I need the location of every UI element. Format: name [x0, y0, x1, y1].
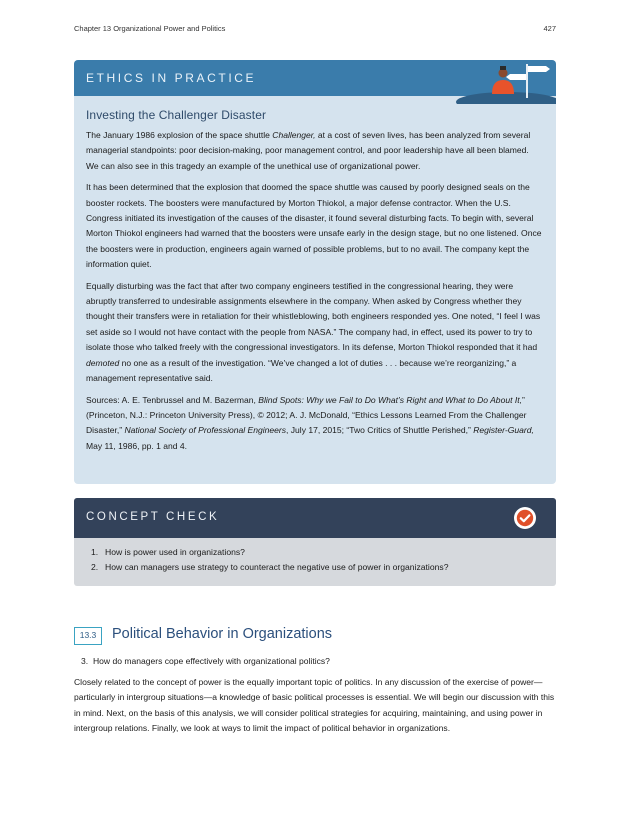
- text-run: The January 1986 explosion of the space shuttle: [86, 130, 273, 140]
- ethics-banner-title: ETHICS IN PRACTICE: [86, 71, 257, 85]
- list-item: [91, 560, 556, 575]
- italic-run: Challenger,: [272, 130, 316, 140]
- text-run: at a cost of seven lives, has been analyzed from several managerial standpoints: poor decision-making, poor management control, and poor leadership have all been blamed. We can also see in this tragedy an example of the unethical use of organizational power.: [86, 130, 531, 171]
- checkmark-circle-icon: [514, 507, 536, 529]
- chapter-title: Chapter 13 Organizational Power and Politics: [74, 24, 226, 33]
- text-run: Sources: A. E. Tenbrussel and M. Bazerman,: [86, 394, 259, 405]
- section-number-badge: 13.3: [74, 627, 102, 645]
- item-text: How can managers use strategy to counteract the negative use of power in organizations?: [105, 562, 449, 572]
- list-item: [91, 545, 556, 560]
- ethics-body: [74, 96, 556, 454]
- ethics-paragraph-1: [86, 128, 543, 174]
- italic-run: demoted: [86, 357, 120, 368]
- ethics-subtitle: Investing the Challenger Disaster: [86, 108, 267, 122]
- ethics-paragraph-3: [86, 279, 543, 387]
- learning-objective: [81, 656, 330, 666]
- running-head: [74, 24, 556, 36]
- concept-check-title: CONCEPT CHECK: [86, 511, 220, 523]
- section-title: Political Behavior in Organizations: [112, 626, 333, 642]
- section-paragraph: Closely related to the concept of power is the equally important topic of politics. In any discussion of the exercise of power—particularly in intergroup situations—a knowledge of basic political processes is essential. We will begin our discussion with this in mind. Next, on the basis of this analysis, we will consider political strategies for acquiring, maintaining, and using power in intergroup relations. Finally, we look at ways to limit the impact of political behavior in organizations.: [74, 677, 555, 733]
- concept-check-box: [74, 498, 556, 586]
- ethics-paragraph-2: It has been determined that the explosion that doomed the space shuttle was caused by poorly designed seals on the booster rockets. The boosters were manufactured by Morton Thiokol, a major defense contractor. When the U.S. Congress initiated its investigation of the causes of the disaster, it found several disturbing facts. To begin with, several Morton Thiokol engineers had warned that the boosters were unsafe early in the design stage, but no one listened. Once the boosters were in production, engineers again warned of possible problems, but to no avail. The company kept the information quiet.: [86, 182, 542, 270]
- concept-check-banner: [74, 498, 556, 538]
- text-run: May 11, 1986, pp. 1 and 4.: [86, 440, 188, 451]
- page-number: 427: [543, 24, 556, 33]
- ethics-sources: [86, 393, 543, 455]
- ethics-banner: [74, 60, 556, 96]
- text-run: , July 17, 2015; “Two Critics of Shuttle Perished,”: [286, 425, 474, 436]
- item-number: 2.: [91, 562, 99, 572]
- text-run: no one as a result of the investigation. “We’ve changed a lot of duties . . . because we’re reorganizing,” a management representative said.: [86, 357, 517, 384]
- item-text: How is power used in organizations?: [105, 547, 245, 557]
- italic-run: Register-Guard,: [473, 425, 534, 436]
- text-run: ” (Princeton, N.J.: Princeton University Press), © 2012; A. J. McDonald, “Ethics Lessons Learned From the Challenger Disaster,”: [86, 394, 527, 436]
- italic-run: National Society of Professional Engineers: [124, 425, 287, 436]
- crossroads-signpost-icon: [446, 60, 556, 104]
- objective-text: How do managers cope effectively with organizational politics?: [93, 656, 330, 666]
- objective-number: 3.: [81, 656, 89, 666]
- item-number: 1.: [91, 547, 99, 557]
- ethics-in-practice-box: [74, 60, 556, 484]
- italic-run: Blind Spots: Why we Fail to Do What’s Right and What to Do About It,: [258, 394, 522, 405]
- text-run: Equally disturbing was the fact that after two company engineers testified in the congressional hearing, they were abruptly transferred to undesirable assignments elsewhere in the company. When asked by Congress whether they thought their transfers were in retaliation for their whistleblowing, both engineers responded yes. One noted, “I feel I was set aside so I would not have contact with the people from NASA.” The company had, in effect, used its power to try to isolate those who talked freely with the congressional investigators. In its defense, Morton Thiokol responded that it had: [86, 280, 541, 353]
- concept-check-list: [74, 538, 556, 575]
